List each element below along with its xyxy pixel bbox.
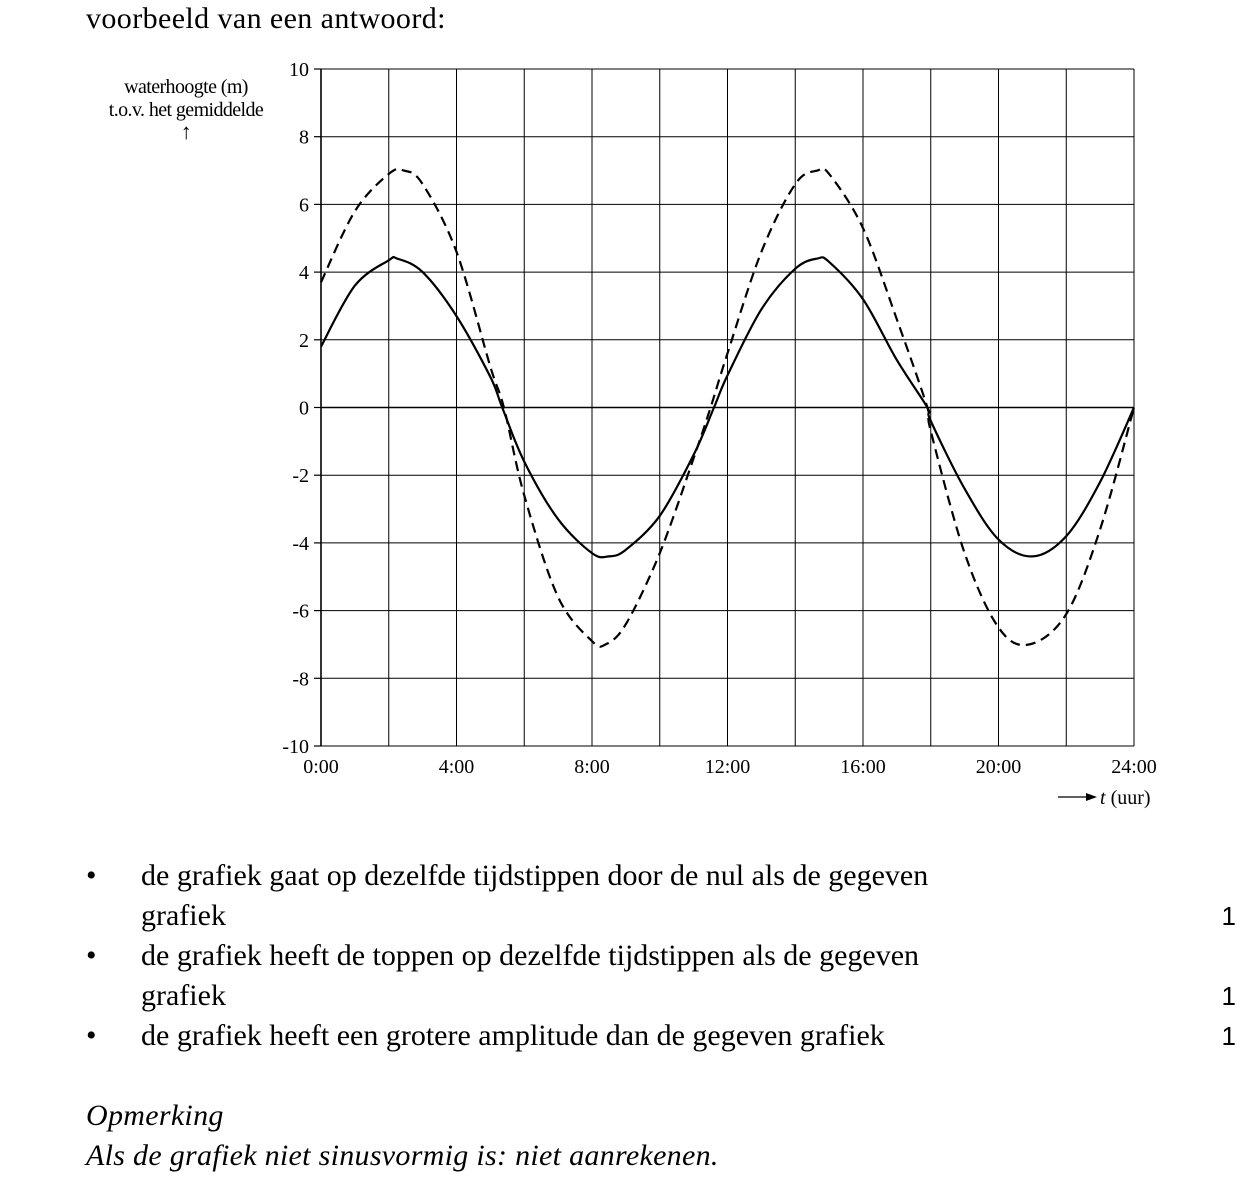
y-tick-label: -4: [292, 532, 309, 555]
y-axis-label-line-2: t.o.v. het gemiddelde: [108, 99, 264, 121]
y-tick-label: 6: [299, 194, 309, 217]
bullet-icon: •: [86, 1019, 97, 1052]
y-tick-label: -8: [292, 668, 309, 691]
criterion-text-line-2: grafiek: [141, 899, 226, 932]
x-axis-variable: t: [1100, 787, 1106, 809]
x-tick-label: 24:00: [1111, 756, 1157, 778]
y-tick-label: 8: [299, 126, 309, 149]
criteria-list: [86, 856, 1236, 1056]
y-tick-label: -10: [282, 736, 309, 758]
criterion-item: [86, 1016, 1236, 1056]
y-tick-label: -6: [292, 600, 309, 623]
intro-text: voorbeeld van een antwoord:: [86, 2, 446, 35]
y-tick-label: 2: [299, 329, 309, 352]
remark-title: Opmerking: [86, 1099, 224, 1132]
criterion-points: 1: [1221, 981, 1236, 1011]
y-tick-label: 10: [289, 59, 309, 81]
x-axis-unit: (uur): [1110, 787, 1151, 809]
x-tick-label: 0:00: [303, 756, 339, 778]
chart-grid: [321, 69, 1134, 746]
bullet-icon: •: [86, 939, 97, 972]
criterion-item: [86, 936, 1236, 1016]
criterion-text-line-1: de grafiek gaat op dezelfde tijdstippen door de nul als de gegeven: [141, 859, 929, 892]
remark: [86, 1096, 719, 1176]
y-tick-label: -2: [292, 465, 309, 488]
remark-text: Als de grafiek niet sinusvormig is: niet aanrekenen.: [86, 1139, 719, 1172]
chart-ticks: [282, 59, 1156, 778]
bullet-icon: •: [86, 859, 97, 892]
x-tick-label: 12:00: [704, 756, 751, 778]
x-tick-label: 16:00: [840, 756, 886, 778]
criterion-points: 1: [1221, 1021, 1236, 1051]
x-tick-label: 8:00: [574, 756, 610, 778]
arrow-up-icon: ↑: [180, 119, 192, 144]
criterion-item: [86, 856, 1236, 936]
criterion-text-line-2: grafiek: [141, 979, 226, 1012]
y-axis-label-line-1: waterhoogte (m): [124, 76, 248, 98]
x-axis-label-text: [1100, 787, 1151, 809]
criterion-points: 1: [1221, 901, 1236, 931]
criterion-text-line-1: de grafiek heeft een grotere amplitude dan de gegeven grafiek: [141, 1019, 885, 1052]
x-axis-label: [1058, 787, 1151, 809]
x-tick-label: 4:00: [438, 756, 475, 778]
y-tick-label: 0: [299, 397, 309, 420]
x-axis-arrowhead-icon: [1086, 793, 1097, 801]
criterion-text-line-1: de grafiek heeft de toppen op dezelfde tijdstippen als de gegeven: [141, 939, 920, 972]
y-tick-label: 4: [299, 262, 309, 285]
x-tick-label: 20:00: [975, 756, 1022, 778]
